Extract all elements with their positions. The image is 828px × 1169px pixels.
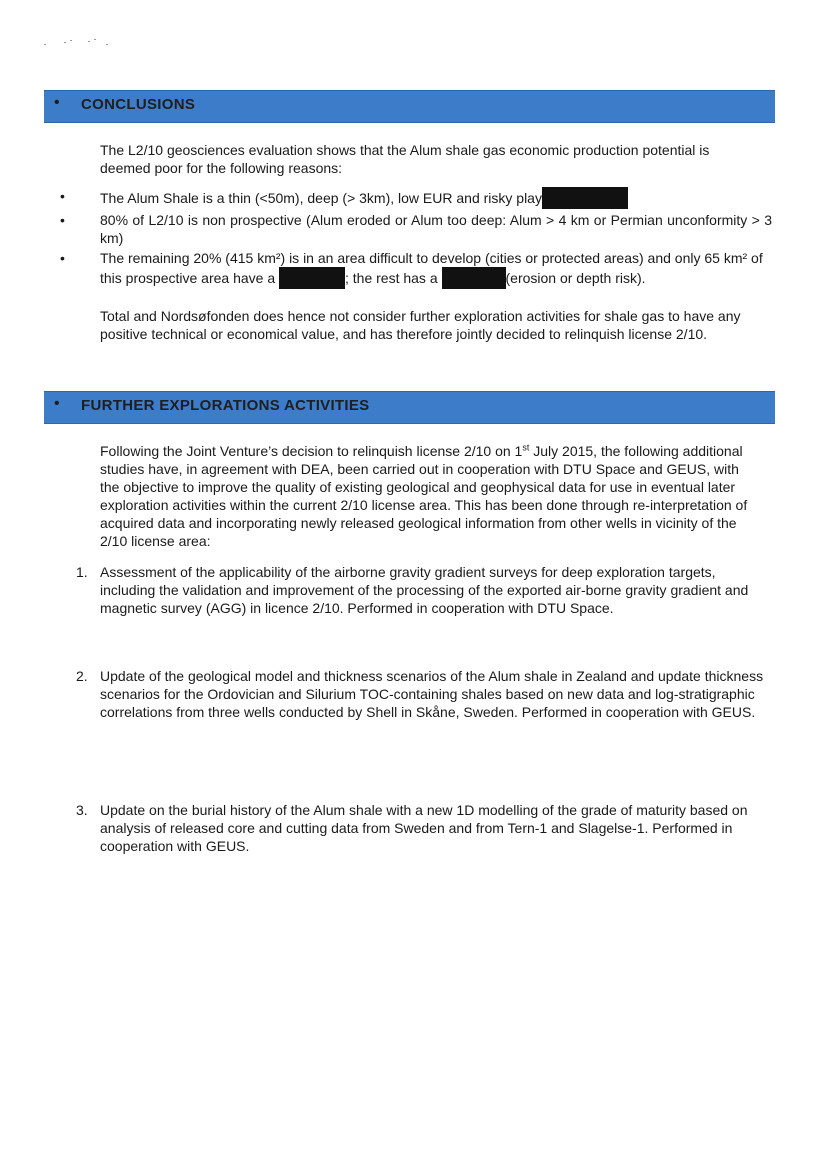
intro-text: Following the Joint Venture’s decision to relinquish license 2/10 on 1	[100, 443, 523, 459]
item-text: Update of the geological model and thickness scenarios of the Alum shale in Zealand and update thickness scenarios for the Ordovician and Silurium TOC-containing shales based on new data and log-stratigraphic correlations from three wells conducted by Shell in Skåne, Sweden. Performed in cooperation with GEUS.	[100, 668, 764, 720]
item-number: 2.	[76, 668, 88, 684]
list-item	[60, 667, 772, 721]
list-item	[60, 249, 772, 289]
further-activities-section-header	[44, 391, 775, 424]
list-item	[60, 187, 772, 209]
reason-text: ; the rest has a	[345, 270, 438, 286]
redaction-block	[279, 267, 345, 289]
list-item	[60, 211, 772, 247]
bullet-icon: •	[60, 212, 65, 228]
conclusions-section-header	[44, 90, 775, 123]
bullet-icon: •	[54, 395, 60, 412]
item-number: 1.	[76, 564, 88, 580]
reason-text: The Alum Shale is a thin (<50m), deep (> 3km), low EUR and risky play	[100, 190, 542, 206]
reason-text: The remaining 20% (415 km²) is in an area difficult to develop (cities or protected areas) and only 65 km² of this prospective area have a	[100, 250, 763, 286]
intro-text: July 2015, the following additional studies have, in agreement with DEA, been carried out in cooperation with DTU Space and GEUS, with the objective to improve the quality of existing geological and geophysical data for use in eventual later exploration activities within the current 2/10 license area. This has been done through re-interpretation of acquired data and incorporating newly released geological information from other wells in vicinity of the 2/10 license area:	[100, 443, 748, 549]
item-number: 3.	[76, 802, 88, 818]
bullet-icon: •	[54, 94, 60, 111]
reason-text: 80% of L2/10 is non prospective (Alum eroded or Alum too deep: Alum > 4 km or Permian unconformity > 3 km)	[100, 212, 772, 246]
list-item	[60, 801, 772, 855]
further-intro	[100, 442, 760, 550]
conclusions-closing: Total and Nordsøfonden does hence not consider further exploration activities for shale gas to have any positive technical or economical value, and has therefore jointly decided to relinquish license 2/10.	[100, 308, 741, 342]
reason-text: (erosion or depth risk).	[505, 270, 646, 286]
section-title: CONCLUSIONS	[81, 96, 196, 113]
redaction-block	[442, 267, 506, 289]
redaction-block	[542, 187, 628, 209]
scan-specks	[44, 38, 114, 50]
ordinal-suffix: st	[522, 442, 530, 453]
item-text: Update on the burial history of the Alum shale with a new 1D modelling of the grade of maturity based on analysis of released core and cutting data from Sweden and from Tern-1 and Slagelse-1. Performed in cooperation with GEUS.	[100, 802, 748, 854]
bullet-icon: •	[60, 188, 65, 204]
conclusions-intro: The L2/10 geosciences evaluation shows that the Alum shale gas economic production potential is deemed poor for the following reasons:	[100, 142, 710, 176]
list-item	[60, 563, 772, 617]
section-title: FURTHER EXPLORATIONS ACTIVITIES	[81, 397, 370, 414]
conclusions-reasons-list	[60, 187, 772, 291]
item-text: Assessment of the applicability of the airborne gravity gradient surveys for deep exploration targets, including the validation and improvement of the processing of the exported air-borne gravity gradient and magnetic survey (AGG) in licence 2/10. Performed in cooperation with DTU Space.	[100, 564, 749, 616]
bullet-icon: •	[60, 250, 65, 266]
